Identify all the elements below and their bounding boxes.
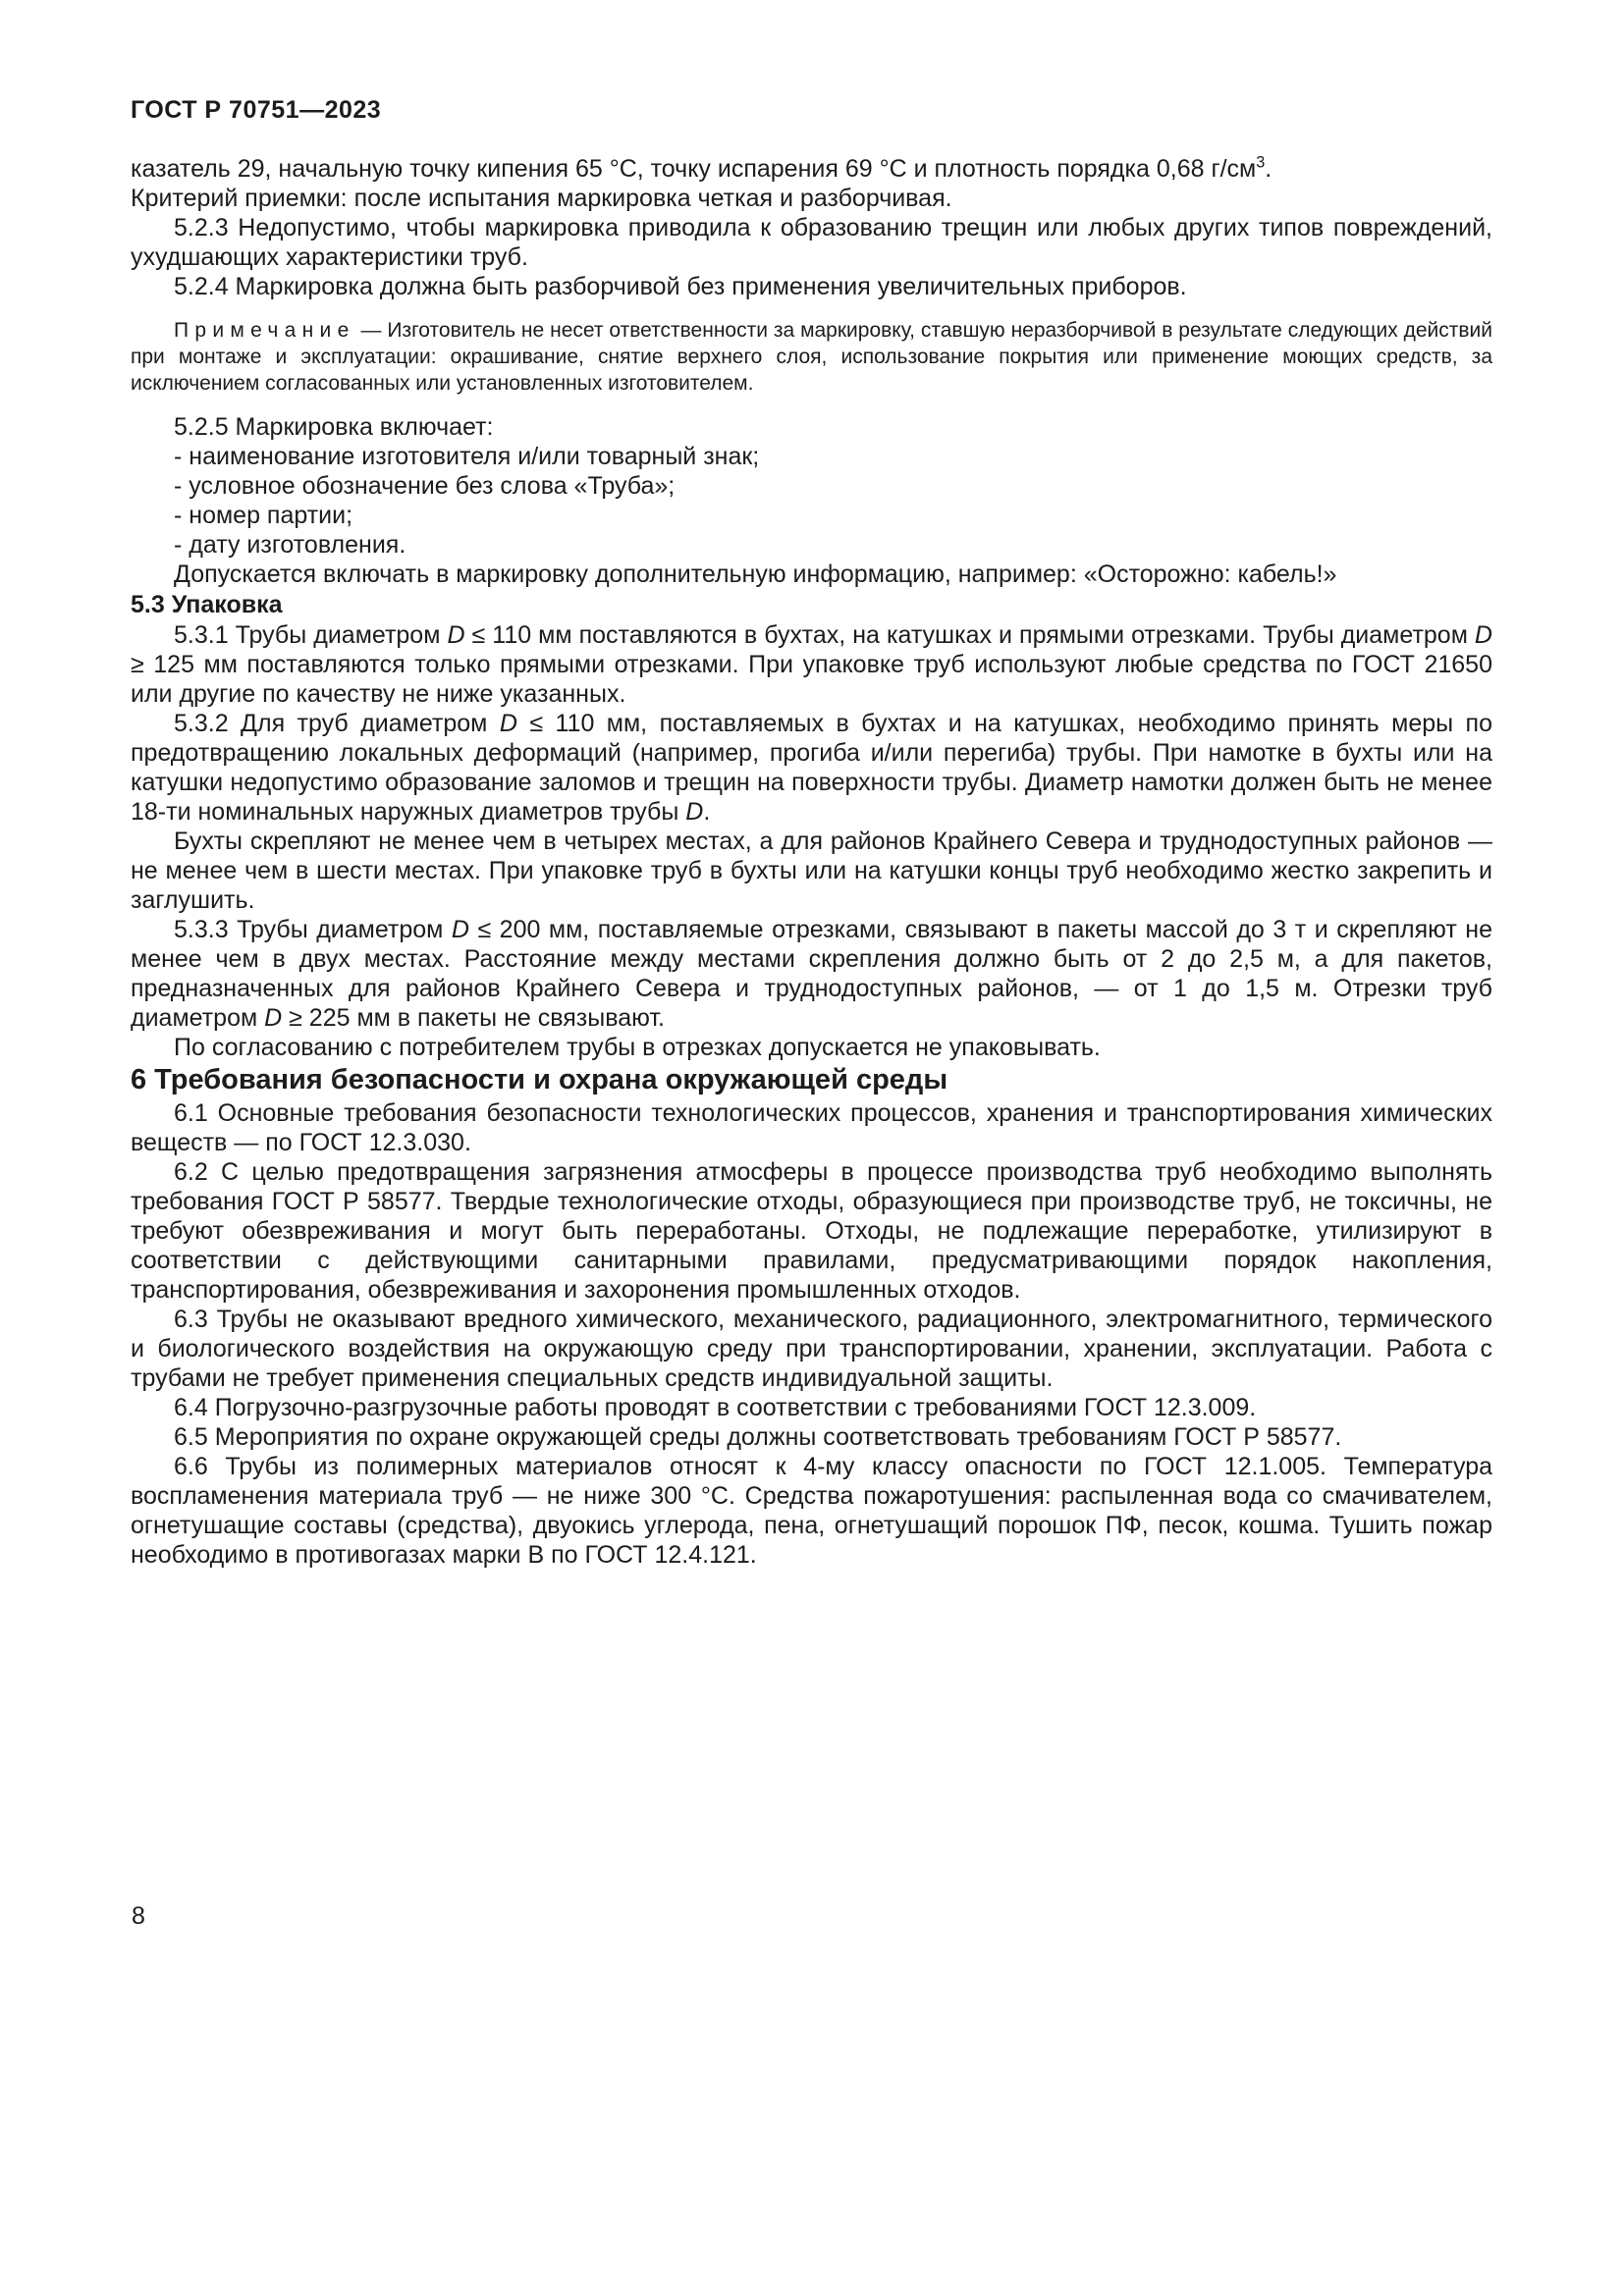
text-run: — Изготовитель не несет ответственности за маркировку, ставшую неразборчивой в результате следующих действий при монтаже и эксплуатации: окрашивание, снятие верхнего слоя, использование покрытия или применение моющих средств, за исключением согласованных или установленных изготовителем. (131, 319, 1492, 395)
paragraph-6-6 (131, 1452, 1492, 1570)
paragraph-acceptance-criterion (131, 184, 1492, 213)
paragraph-5-2-5 (131, 412, 1492, 442)
text-run: - наименование изготовителя и/или товарный знак; (174, 443, 760, 470)
text-run: 5.3.3 Трубы диаметром (174, 916, 452, 943)
list-item-batch-number (131, 501, 1492, 530)
superscript: 3 (1256, 153, 1266, 172)
text-run: 6.3 Трубы не оказывают вредного химического, механического, радиационного, электромагнитного, термического и биологического воздействия на окружающую среду при транспортировании, хранении, эксплуатации. Работа с трубами не требует применения специальных средств индивидуальной защиты. (131, 1306, 1492, 1392)
text-run: Бухты скрепляют не менее чем в четырех местах, а для районов Крайнего Севера и труднодоступных районов — не менее чем в шести местах. При упаковке труб в бухты или на катушки концы труб необходимо жестко закрепить и заглушить. (131, 828, 1492, 914)
text-run: 6.6 Трубы из полимерных материалов относят к 4-му классу опасности по ГОСТ 12.1.005. Температура воспламенения материала труб — не ниже 300 °С. Средства пожаротушения: распыленная вода со смачивателем, огнетушащие составы (средства), двуокись углерода, пена, огнетушащий порошок ПФ, песок, кошма. Тушить пожар необходимо в противогазах марки В по ГОСТ 12.4.121. (131, 1453, 1492, 1569)
text-run: Допускается включать в маркировку дополнительную информацию, например: «Осторожно: кабель!» (174, 561, 1337, 588)
text-run: ≤ 110 мм поставляются в бухтах, на катушках и прямыми отрезками. Трубы диаметром (464, 621, 1475, 649)
text-run: . (1265, 155, 1272, 183)
list-item-designation (131, 471, 1492, 501)
text-run: 5.2.3 Недопустимо, чтобы маркировка приводила к образованию трещин или любых других типов повреждений, ухудшающих характеристики труб. (131, 214, 1492, 271)
paragraph-6-3 (131, 1305, 1492, 1393)
text-run: 5.2.4 Маркировка должна быть разборчивой без применения увеличительных приборов. (174, 273, 1187, 300)
paragraph-5-2-4 (131, 272, 1492, 301)
text-run: - условное обозначение без слова «Труба»; (174, 472, 676, 500)
paragraph-additional-marking (131, 560, 1492, 589)
text-run: ≥ 125 мм поставляются только прямыми отрезками. При упаковке труб используют любые средства по ГОСТ 21650 или другие по качеству не ниже указанных. (131, 651, 1492, 708)
diameter-symbol: D (447, 621, 465, 649)
text-run: Критерий приемки: после испытания маркировка четкая и разборчивая. (131, 185, 952, 212)
text-run: ≤ 110 мм, поставляемых в бухтах и на катушках, необходимо принять меры по предотвращению локальных деформаций (например, прогиба и/или перегиба) трубы. При намотке в бухты или на катушки недопустимо образование заломов и трещин на поверхности трубы. Диаметр намотки должен быть не менее 18-ти номинальных наружных диаметров трубы (131, 710, 1492, 826)
text-run: 6.1 Основные требования безопасности технологических процессов, хранения и транспортирования химических веществ — по ГОСТ 12.3.030. (131, 1099, 1492, 1156)
page-number: 8 (132, 1902, 145, 1930)
paragraph-unpackaged-agreement (131, 1033, 1492, 1062)
list-item-manufacturer (131, 442, 1492, 471)
paragraph-5-3-3 (131, 915, 1492, 1033)
heading-6-safety-requirements (131, 1062, 1492, 1098)
paragraph-6-5 (131, 1422, 1492, 1452)
paragraph-6-2 (131, 1157, 1492, 1305)
text-run: 6 Требования безопасности и охрана окружающей среды (131, 1064, 948, 1095)
paragraph-5-2-3 (131, 213, 1492, 272)
text-run: - номер партии; (174, 502, 353, 529)
diameter-symbol: D (264, 1004, 283, 1032)
text-run: казатель 29, начальную точку кипения 65 °С, точку испарения 69 °С и плотность порядка 0,68 г/см (131, 155, 1257, 183)
text-run: 5.3.1 Трубы диаметром (174, 621, 448, 649)
text-run: 6.4 Погрузочно-разгрузочные работы проводят в соответствии с требованиями ГОСТ 12.3.009. (174, 1394, 1257, 1421)
diameter-symbol: D (451, 916, 469, 943)
diameter-symbol: D (499, 710, 517, 737)
text-run: ≥ 225 мм в пакеты не связывают. (282, 1004, 665, 1032)
text-run: 5.3 Упаковка (131, 591, 283, 618)
text-run: ≤ 200 мм, поставляемые отрезками, связывают в пакеты массой до 3 т и скрепляют не менее чем в двух местах. Расстояние между местами скрепления должно быть от 2 до 2,5 м, а для пакетов, предназначенных для районов Крайнего Севера и труднодоступных районов, — от 1 до 1,5 м. Отрезки труб диаметром (131, 916, 1492, 1032)
text-run: - дату изготовления. (174, 531, 406, 559)
text-run: 5.3.2 Для труб диаметром (174, 710, 500, 737)
text-run: . (703, 798, 711, 826)
text-run: Примечание (174, 319, 355, 342)
paragraph-5-3-1 (131, 620, 1492, 709)
paragraph-5-3-2 (131, 709, 1492, 827)
paragraph-6-4 (131, 1393, 1492, 1422)
diameter-symbol: D (685, 798, 704, 826)
document-header-designation: ГОСТ Р 70751—2023 (131, 96, 382, 124)
text-run: По согласованию с потребителем трубы в отрезках допускается не упаковывать. (174, 1034, 1101, 1061)
text-run: 5.2.5 Маркировка включает: (174, 413, 494, 441)
paragraph-6-1 (131, 1098, 1492, 1157)
text-run: 6.2 С целью предотвращения загрязнения атмосферы в процессе производства труб необходимо выполнять требования ГОСТ Р 58577. Твердые технологические отходы, образующиеся при производстве труб, не токсичны, не требуют обезвреживания и могут быть переработаны. Отходы, не подлежащие переработке, утилизируют в соответствии с действующими санитарными правилами, предусматривающими порядок накопления, транспортирования, обезвреживания и захоронения промышленных отходов. (131, 1158, 1492, 1304)
diameter-symbol: D (1474, 621, 1492, 649)
paragraph-continuation (131, 154, 1492, 184)
text-run: 6.5 Мероприятия по охране окружающей среды должны соответствовать требованиям ГОСТ Р 58577. (174, 1423, 1342, 1451)
list-item-manufacture-date (131, 530, 1492, 560)
note-paragraph (131, 317, 1492, 397)
paragraph-coil-fastening (131, 827, 1492, 915)
heading-5-3-packaging (131, 589, 1492, 620)
document-content (131, 154, 1492, 1570)
